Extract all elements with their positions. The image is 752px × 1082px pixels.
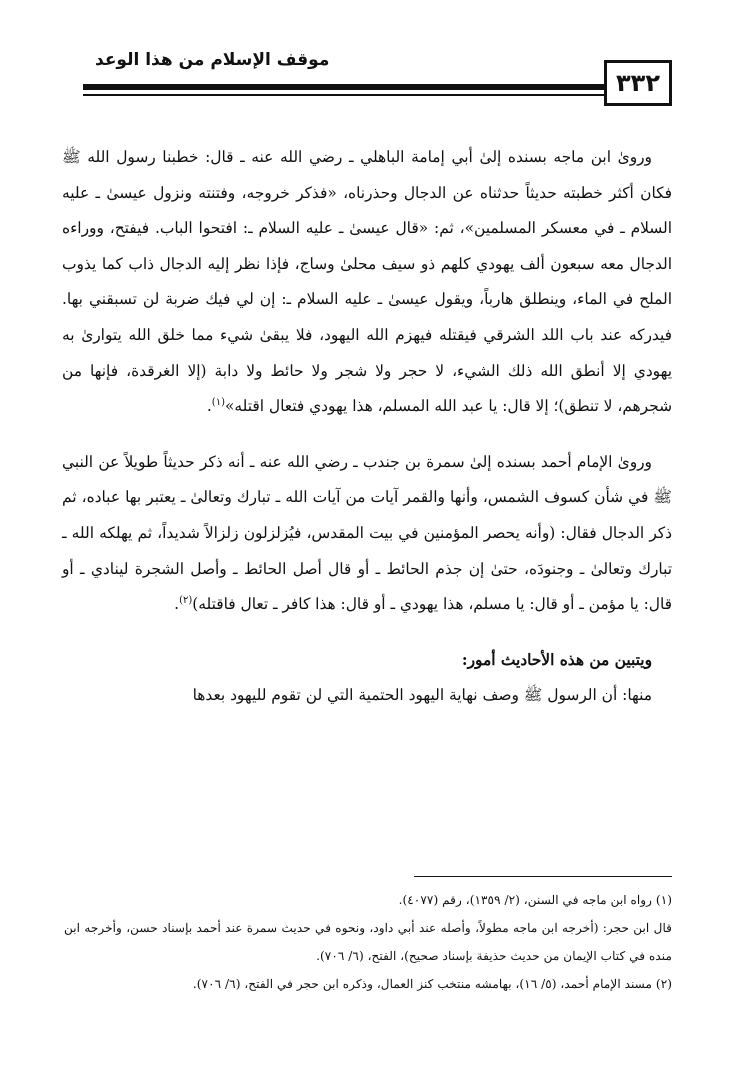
footnote-1-continued: قال ابن حجر: (أخرجه ابن ماجه مطولاً، وأصله عند أبي داود، ونحوه في حديث سمرة عند أحمد بإسناد حسن، وأخرجه ابن منده في كتاب الإيمان من حديث حذيفة بإسناد صحيح)، الفتح، (٦/ ٧٠٦). — [64, 921, 672, 963]
header-rule-thin — [83, 94, 606, 96]
paragraph-2-text: وروىٰ الإمام أحمد بسنده إلىٰ سمرة بن جندب ـ رضي الله عنه ـ أنه ذكر حديثاً طويلاً عن النبي ﷺ في شأن كسوف الشمس، وأنها والقمر آيات من آيات الله ـ تبارك وتعالىٰ ـ يعتبر بها عباده، ثم ذكر الدجال فقال: (وأنه يحصر المؤمنين في بيت المقدس، فيُزلزلون زلزالاً شديداً، ثم يهلكه الله ـ تبارك وتعالىٰ ـ وجنودَه، حتىٰ إن جذم الحائط ـ أو قال أصل الحائط ـ وأصل الشجرة لينادي ـ أو قال: يا مؤمن ـ أو قال: يا مسلم، هذا يهودي ـ أو قال: هذا كافر ـ تعال فاقتله) — [62, 452, 672, 614]
main-text — [62, 140, 672, 714]
paragraph-4: منها: أن الرسول ﷺ وصف نهاية اليهود الحتمية التي لن تقوم لليهود بعدها — [192, 686, 652, 705]
page-number: ٣٣٢ — [604, 60, 672, 106]
footnote-ref-2[interactable]: (٢) — [179, 595, 193, 606]
running-title: موقف الإسلام من هذا الوعد — [95, 50, 330, 70]
footnote-rule — [414, 876, 672, 877]
footnote-1: (١) رواه ابن ماجه في السنن، (٢/ ١٣٥٩)، رقم (٤٠٧٧). — [398, 893, 672, 907]
paragraph-1-text: وروىٰ ابن ماجه بسنده إلىٰ أبي إمامة الباهلي ـ رضي الله عنه ـ قال: خطبنا رسول الله ﷺ فكان أكثر خطبته حديثاً حدثناه عن الدجال وحذرناه، «فذكر خروجه، وفتنته ونزول عيسىٰ ـ عليه السلام ـ في معسكر المسلمين»، ثم: «قال عيسىٰ ـ عليه السلام ـ: افتحوا الباب. فيفتح، ووراءه الدجال معه سبعون ألف يهودي كلهم ذو سيف محلىٰ وساج، فإذا نظر إليه الدجال ذاب كما يذوب الملح في الماء، وينطلق هارباً، ويقول عيسىٰ ـ عليه السلام ـ: إن لي فيك ضربة لن تسبقني بها. فيدركه عند باب اللد الشرقي فيقتله فيهزم الله اليهود، فلا يبقىٰ شيء مما خلق الله يتوارىٰ به يهودي إلا أنطق الله ذلك الشيء، لا حجر ولا شجر ولا حائط ولا دابة (إلا الغرقدة، فإنها من شجرهم، لا تنطق)؛ إلا قال: يا عبد الله المسلم، هذا يهودي فتعال اقتله» — [62, 148, 672, 416]
end-mark: . — [206, 397, 212, 416]
end-mark: . — [174, 595, 180, 614]
section-lead: ويتبين من هذه الأحاديث أمور: — [461, 650, 652, 669]
footnotes — [64, 886, 672, 998]
header-rule-thick — [83, 84, 606, 90]
footnote-2: (٢) مسند الإمام أحمد، (٥/ ١٦)، بهامشه منتخب كنز العمال، وذكره ابن حجر في الفتح، (٦/ ٧٠٦). — [192, 977, 672, 991]
paragraph-2 — [62, 445, 672, 623]
footnote-ref-1[interactable]: (١) — [211, 397, 225, 409]
paragraph-1 — [62, 140, 672, 425]
